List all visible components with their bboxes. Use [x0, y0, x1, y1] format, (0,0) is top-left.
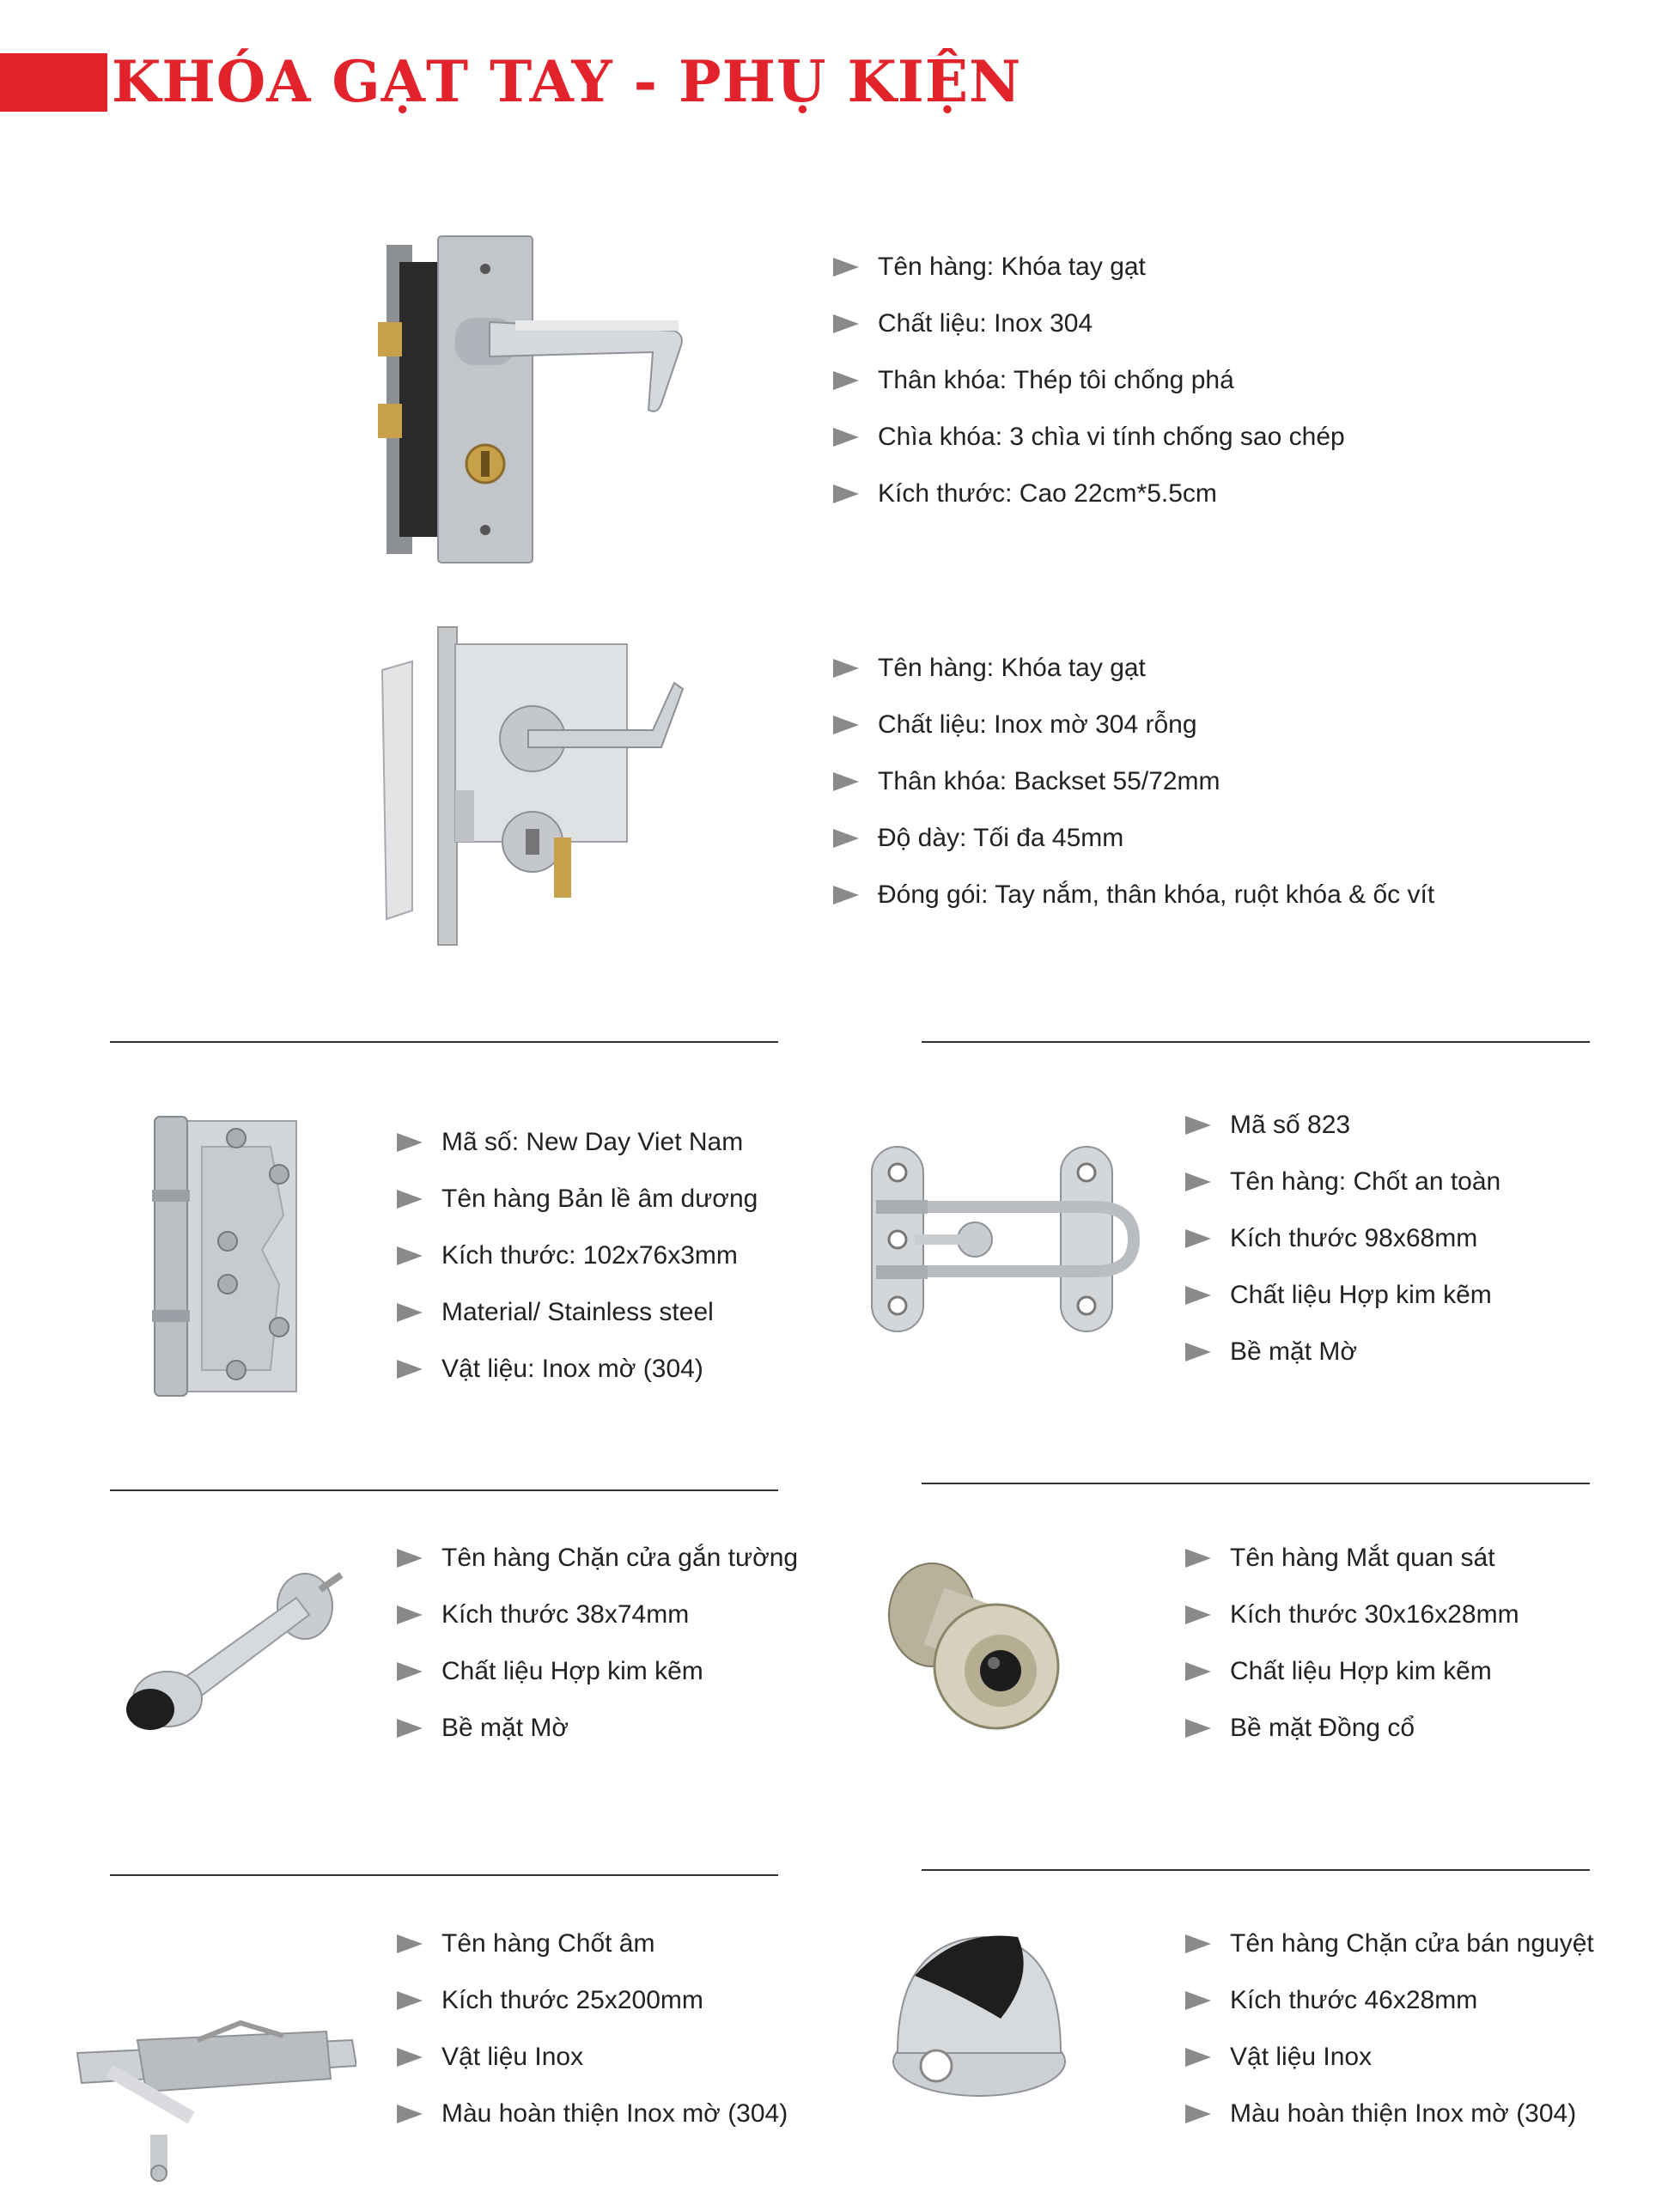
spec-list — [1185, 1097, 1500, 1380]
bullet-arrow-icon — [1185, 1286, 1211, 1305]
wall-door-stopper-icon — [125, 1563, 352, 1735]
spec-item: Màu hoàn thiện Inox mờ (304) — [1185, 2086, 1594, 2142]
section-divider — [110, 1874, 778, 1876]
spec-item: Tên hàng Bản lề âm dương — [397, 1171, 758, 1227]
bullet-arrow-icon — [397, 1719, 423, 1738]
spec-item: Kích thước 30x16x28mm — [1185, 1587, 1519, 1643]
spec-item: Tên hàng Chặn cửa bán nguyệt — [1185, 1916, 1594, 1972]
spec-item: Kích thước 98x68mm — [1185, 1210, 1500, 1267]
spec-item: Chất liệu Hợp kim kẽm — [1185, 1643, 1519, 1700]
spec-item: Vật liệu Inox — [1185, 2029, 1594, 2086]
bullet-arrow-icon — [397, 1662, 423, 1681]
flush-bolt-icon — [69, 2006, 356, 2186]
bullet-arrow-icon — [1185, 2048, 1211, 2067]
spec-item: Vật liệu: Inox mờ (304) — [397, 1341, 758, 1398]
spec-item: Chìa khóa: 3 chìa vi tính chống sao chép — [833, 409, 1345, 466]
spec-item: Chất liệu: Inox 304 — [833, 295, 1345, 352]
bullet-arrow-icon — [833, 428, 859, 447]
spec-list — [833, 640, 1434, 923]
bullet-arrow-icon — [397, 1246, 423, 1265]
bullet-arrow-icon — [1185, 1605, 1211, 1624]
bullet-arrow-icon — [833, 314, 859, 333]
bullet-arrow-icon — [1185, 1991, 1211, 2010]
security-door-guard-icon — [863, 1138, 1147, 1340]
mortise-lever-lock-icon — [369, 610, 696, 953]
spec-item: Bề mặt Mờ — [397, 1700, 798, 1757]
bullet-arrow-icon — [1185, 1662, 1211, 1681]
spec-list — [1185, 1530, 1519, 1757]
door-viewer-icon — [880, 1555, 1065, 1739]
title-accent-bar — [0, 53, 107, 112]
page-title: KHÓA GẠT TAY - PHỤ KIỆN — [112, 48, 1022, 115]
bullet-arrow-icon — [397, 2048, 423, 2067]
bullet-arrow-icon — [397, 1934, 423, 1953]
spec-item: Material/ Stainless steel — [397, 1284, 758, 1341]
spec-item: Kích thước: Cao 22cm*5.5cm — [833, 466, 1345, 522]
bullet-arrow-icon — [833, 716, 859, 734]
bullet-arrow-icon — [833, 886, 859, 905]
bullet-arrow-icon — [397, 2105, 423, 2123]
bullet-arrow-icon — [397, 1133, 423, 1152]
spec-item: Bề mặt Đồng cổ — [1185, 1700, 1519, 1757]
spec-list — [1185, 1916, 1594, 2142]
spec-item: Tên hàng Chốt âm — [397, 1916, 788, 1972]
door-hinge-icon — [150, 1112, 301, 1400]
bullet-arrow-icon — [833, 258, 859, 277]
bullet-arrow-icon — [1185, 1116, 1211, 1135]
bullet-arrow-icon — [833, 659, 859, 678]
bullet-arrow-icon — [1185, 1173, 1211, 1191]
section-divider — [922, 1041, 1590, 1043]
spec-item: Chất liệu: Inox mờ 304 rỗng — [833, 697, 1434, 753]
bullet-arrow-icon — [833, 371, 859, 390]
bullet-arrow-icon — [397, 1605, 423, 1624]
spec-item: Vật liệu Inox — [397, 2029, 788, 2086]
spec-item: Độ dày: Tối đa 45mm — [833, 810, 1434, 867]
spec-item: Kích thước: 102x76x3mm — [397, 1227, 758, 1284]
spec-item: Tên hàng: Khóa tay gạt — [833, 239, 1345, 295]
spec-item: Đóng gói: Tay nắm, thân khóa, ruột khóa & ốc vít — [833, 867, 1434, 923]
spec-item: Màu hoàn thiện Inox mờ (304) — [397, 2086, 788, 2142]
bullet-arrow-icon — [833, 772, 859, 791]
spec-item: Mã số: New Day Viet Nam — [397, 1114, 758, 1171]
spec-list — [397, 1916, 788, 2142]
bullet-arrow-icon — [1185, 1343, 1211, 1361]
spec-item: Tên hàng Chặn cửa gắn tường — [397, 1530, 798, 1587]
half-moon-door-stopper-icon — [889, 1924, 1069, 2100]
spec-item: Tên hàng: Khóa tay gạt — [833, 640, 1434, 697]
spec-item: Chất liệu Hợp kim kẽm — [1185, 1267, 1500, 1324]
spec-item: Thân khóa: Backset 55/72mm — [833, 753, 1434, 810]
bullet-arrow-icon — [397, 1190, 423, 1209]
bullet-arrow-icon — [833, 829, 859, 848]
bullet-arrow-icon — [397, 1360, 423, 1379]
bullet-arrow-icon — [1185, 1549, 1211, 1568]
section-divider — [922, 1869, 1590, 1871]
section-divider — [110, 1489, 778, 1491]
spec-item: Mã số 823 — [1185, 1097, 1500, 1154]
spec-item: Thân khóa: Thép tôi chống phá — [833, 352, 1345, 409]
bullet-arrow-icon — [397, 1991, 423, 2010]
spec-item: Tên hàng Mắt quan sát — [1185, 1530, 1519, 1587]
bullet-arrow-icon — [397, 1303, 423, 1322]
spec-list — [833, 239, 1345, 522]
bullet-arrow-icon — [1185, 1719, 1211, 1738]
spec-item: Chất liệu Hợp kim kẽm — [397, 1643, 798, 1700]
bullet-arrow-icon — [1185, 1934, 1211, 1953]
spec-item: Tên hàng: Chốt an toàn — [1185, 1154, 1500, 1210]
spec-item: Kích thước 38x74mm — [397, 1587, 798, 1643]
bullet-arrow-icon — [833, 484, 859, 503]
spec-item: Kích thước 25x200mm — [397, 1972, 788, 2029]
bullet-arrow-icon — [1185, 2105, 1211, 2123]
bullet-arrow-icon — [397, 1549, 423, 1568]
spec-item: Kích thước 46x28mm — [1185, 1972, 1594, 2029]
spec-list — [397, 1114, 758, 1398]
section-divider — [922, 1483, 1590, 1484]
bullet-arrow-icon — [1185, 1229, 1211, 1248]
section-divider — [110, 1041, 778, 1043]
spec-item: Bề mặt Mờ — [1185, 1324, 1500, 1380]
spec-list — [397, 1530, 798, 1757]
lever-lock-plate-icon — [361, 219, 696, 576]
